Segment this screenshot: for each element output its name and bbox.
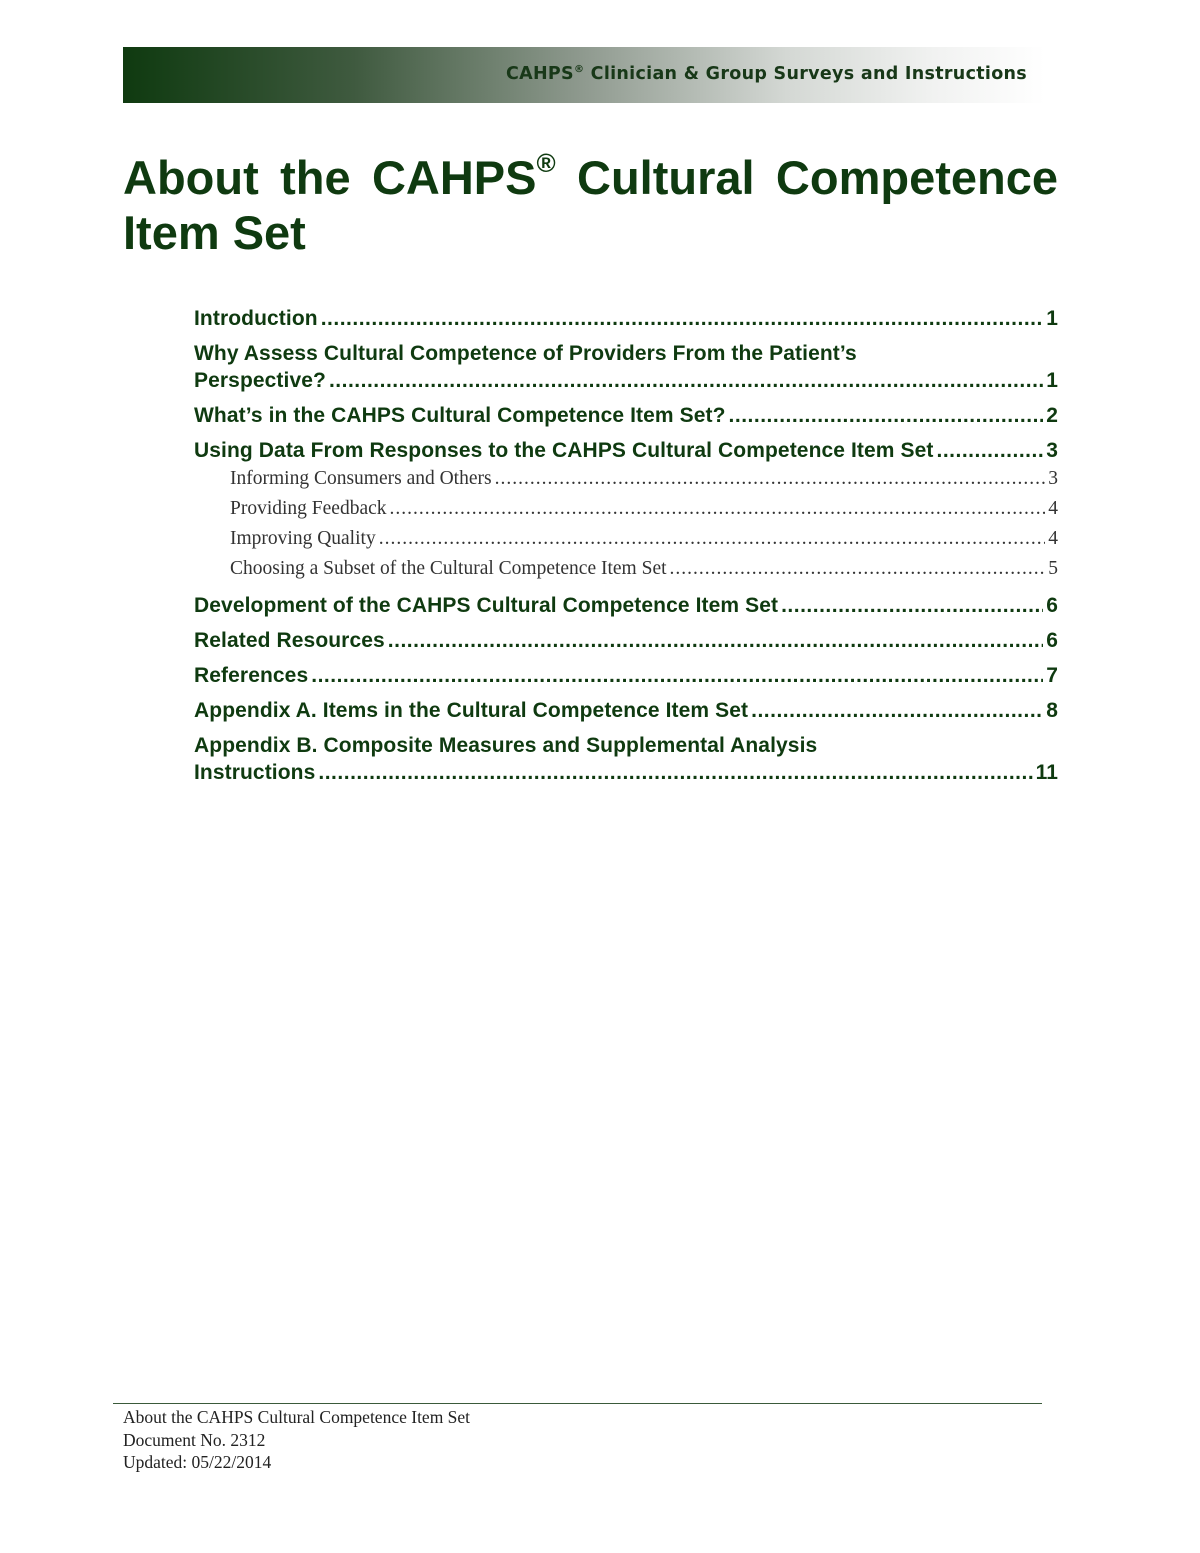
- toc-subitem-providing-feedback[interactable]: Providing Feedback ..... 4: [230, 494, 1058, 524]
- toc-item-development[interactable]: Development of the CAHPS Cultural Competence Item Set ..... 6: [194, 592, 1058, 619]
- toc-item-introduction[interactable]: Introduction ..... 1: [194, 305, 1058, 332]
- page-footer: [123, 1406, 470, 1474]
- footer-doc-title: About the CAHPS Cultural Competence Item Set: [123, 1407, 471, 1427]
- toc-subitem-informing-consumers[interactable]: Informing Consumers and Others ..... 3: [230, 464, 1058, 494]
- page-title: About the CAHPS® Cultural Competence Item Set: [123, 148, 1058, 259]
- header-band: [123, 47, 1045, 103]
- toc-item-references[interactable]: References ..... 7: [194, 662, 1058, 689]
- toc-item-whats-in[interactable]: What’s in the CAHPS Cultural Competence Item Set? ..... 2: [194, 402, 1058, 429]
- toc-item-appendix-b[interactable]: Appendix B. Composite Measures and Supplemental Analysis Instructions ..... 11: [194, 732, 1058, 786]
- footer-updated: Updated: 05/22/2014: [123, 1452, 272, 1472]
- toc-item-using-data[interactable]: Using Data From Responses to the CAHPS Cultural Competence Item Set ..... 3: [194, 437, 1058, 464]
- toc-item-related-resources[interactable]: Related Resources ..... 6: [194, 627, 1058, 654]
- footer-doc-number: Document No. 2312: [123, 1429, 266, 1450]
- footer-divider: [113, 1403, 1042, 1404]
- toc-subitem-improving-quality[interactable]: Improving Quality ..... 4: [230, 524, 1058, 554]
- toc-item-why-assess[interactable]: Why Assess Cultural Competence of Providers From the Patient’s Perspective? ..... 1: [194, 340, 1058, 394]
- toc-item-appendix-a[interactable]: Appendix A. Items in the Cultural Competence Item Set ..... 8: [194, 697, 1058, 724]
- toc-subitem-choosing-subset[interactable]: Choosing a Subset of the Cultural Competence Item Set ..... 5: [230, 554, 1058, 584]
- table-of-contents: [194, 305, 1058, 786]
- running-header: CAHPS® Clinician & Group Surveys and Instructions: [506, 64, 1027, 84]
